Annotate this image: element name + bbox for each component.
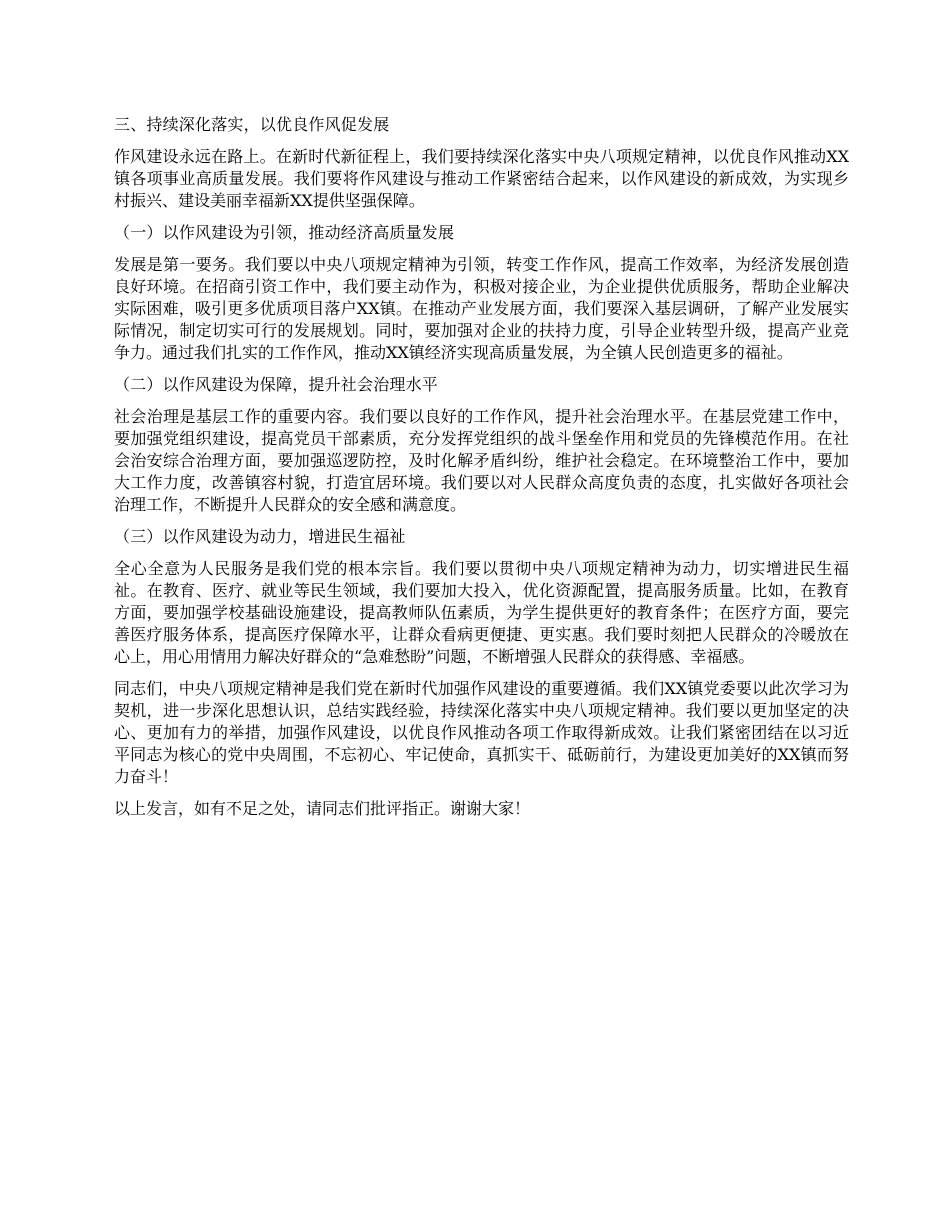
- closing-paragraph: 同志们，中央八项规定精神是我们党在新时代加强作风建设的重要遵循。我们XX镇党委要以此次学习为契机，进一步深化思想认识，总结实践经验，持续深化落实中央八项规定精神。我们要以更加坚定的决心、更加有力的举措，加强作风建设，以优良作风推动各项工作取得新成效。让我们紧密团结在以习近平同志为核心的党中央周围，不忘初心、牢记使命，真抓实干、砥砺前行，为建设更加美好的XX镇而努力奋斗！: [114, 679, 849, 786]
- subsection-heading-1: （一）以作风建设为引领，推动经济高质量发展: [114, 223, 455, 242]
- final-remark: 以上发言，如有不足之处，请同志们批评指正。谢谢大家！: [114, 799, 531, 818]
- subsection-body-2: 社会治理是基层工作的重要内容。我们要以良好的工作作风，提升社会治理水平。在基层党建工作中，要加强党组织建设，提高党员干部素质，充分发挥党组织的战斗堡垒作用和党员的先锋模范作用。在社会治安综合治理方面，要加强巡逻防控，及时化解矛盾纠纷，维护社会稳定。在环境整治工作中，要加大工作力度，改善镇容村貌，打造宜居环境。我们要以对人民群众高度负责的态度，扎实做好各项社会治理工作，不断提升人民群众的安全感和满意度。: [114, 407, 849, 514]
- subsection-heading-3: （三）以作风建设为动力，增进民生福祉: [114, 527, 406, 546]
- intro-paragraph: 作风建设永远在路上。在新时代新征程上，我们要持续深化落实中央八项规定精神，以优良作风推动XX镇各项事业高质量发展。我们要将作风建设与推动工作紧密结合起来，以作风建设的新成效，为实现乡村振兴、建设美丽幸福新XX提供坚强保障。: [114, 147, 849, 210]
- subsection-heading-2: （二）以作风建设为保障，提升社会治理水平: [114, 375, 439, 394]
- document-page: [114, 114, 849, 830]
- subsection-body-3: 全心全意为人民服务是我们党的根本宗旨。我们要以贯彻中央八项规定精神为动力，切实增进民生福祉。在教育、医疗、就业等民生领域，我们要加大投入，优化资源配置，提高服务质量。比如，在教育方面，要加强学校基础设施建设，提高教师队伍素质，为学生提供更好的教育条件；在医疗方面，要完善医疗服务体系，提高医疗保障水平，让群众看病更便捷、更实惠。我们要时刻把人民群众的冷暖放在心上，用心用情用力解决好群众的“急难愁盼”问题，不断增强人民群众的获得感、幸福感。: [114, 559, 849, 666]
- subsection-body-1: 发展是第一要务。我们要以中央八项规定精神为引领，转变工作作风，提高工作效率，为经济发展创造良好环境。在招商引资工作中，我们要主动作为，积极对接企业，为企业提供优质服务，帮助企业解决实际困难，吸引更多优质项目落户XX镇。在推动产业发展方面，我们要深入基层调研，了解产业发展实际情况，制定切实可行的发展规划。同时，要加强对企业的扶持力度，引导企业转型升级，提高产业竞争力。通过我们扎实的工作作风，推动XX镇经济实现高质量发展，为全镇人民创造更多的福祉。: [114, 255, 849, 362]
- section-heading-main: 三、持续深化落实，以优良作风促发展: [114, 115, 390, 134]
